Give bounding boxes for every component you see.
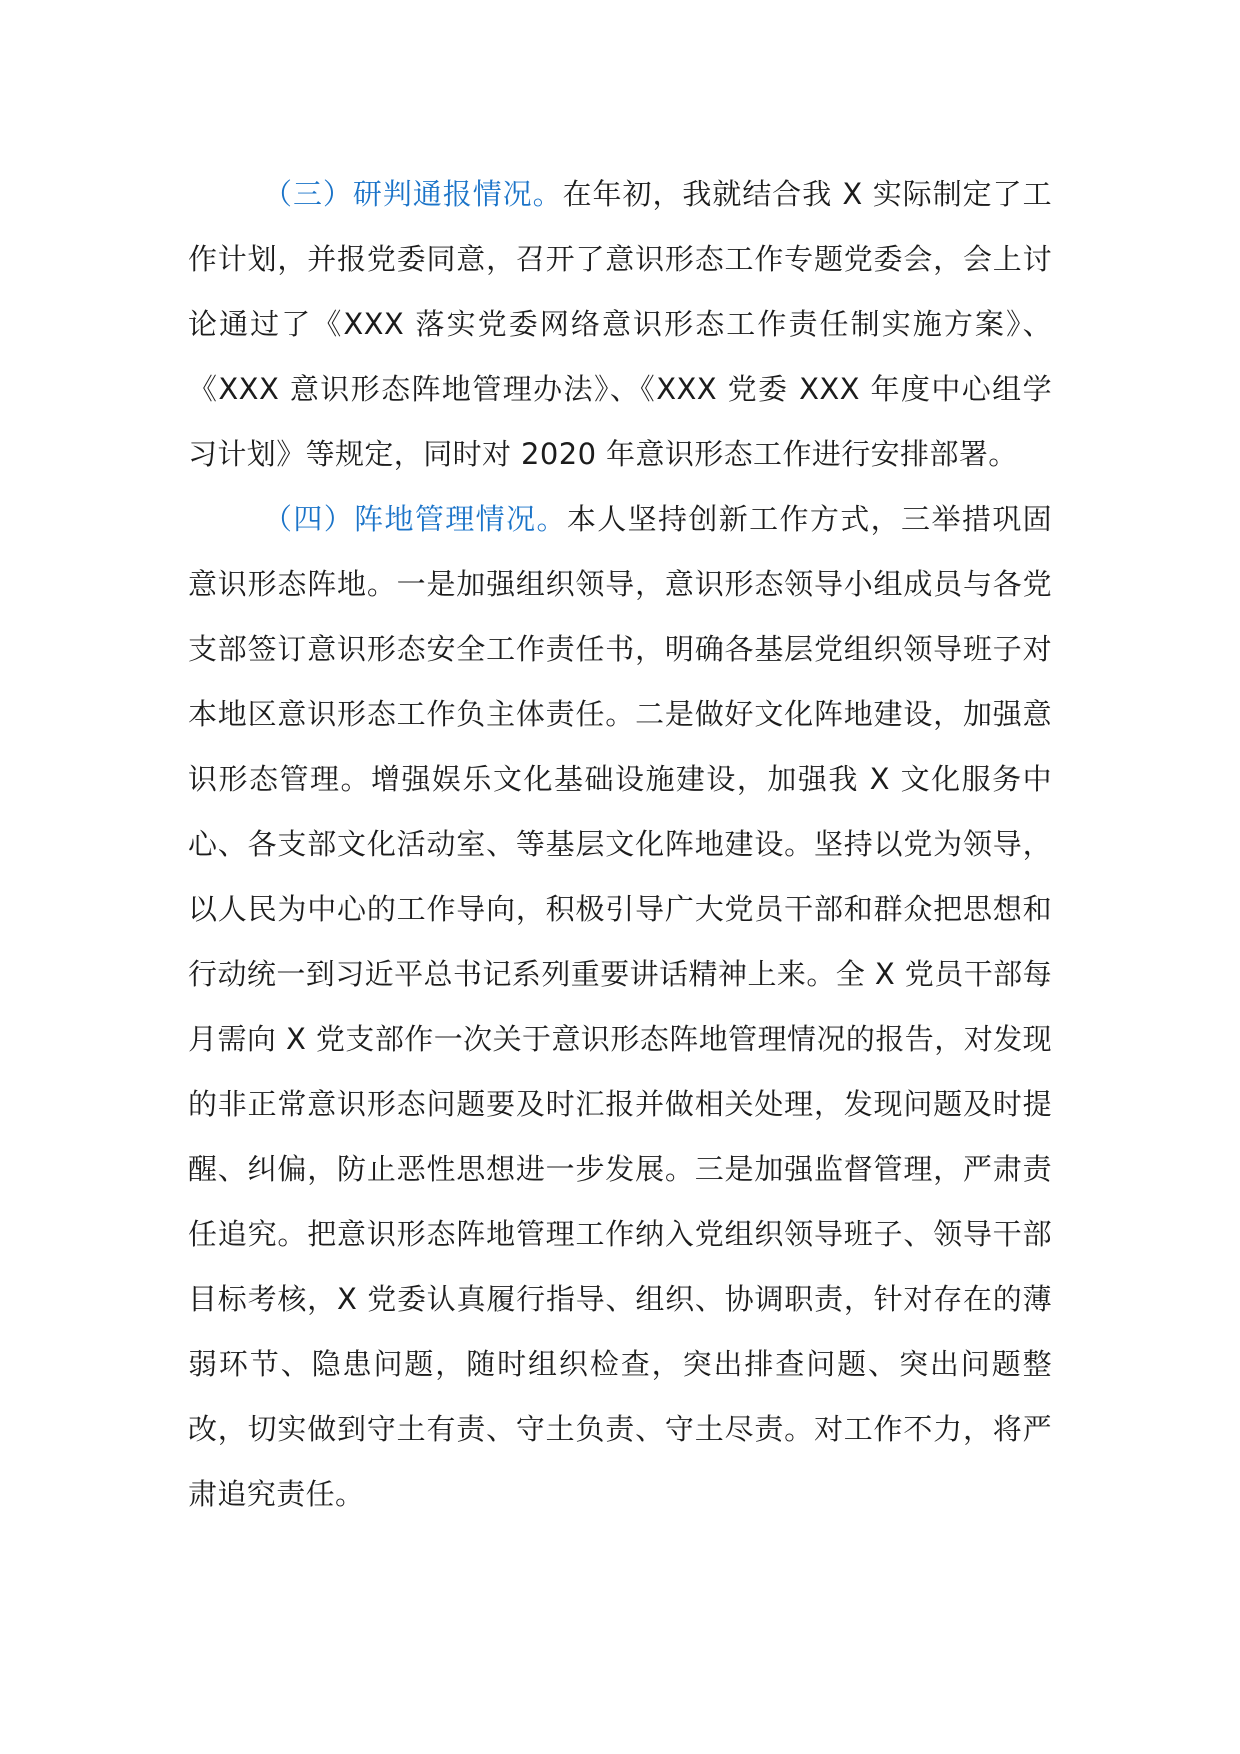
paragraph-research-report bbox=[188, 162, 1052, 487]
section-heading-research-report: （三）研判通报情况。 bbox=[263, 177, 563, 211]
paragraph-body-research-report: 在年初，我就结合我 X 实际制定了工作计划，并报党委同意，召开了意识形态工作专题党委会，会上讨论通过了《XXX 落实党委网络意识形态工作责任制实施方案》、《XXX 意识形态阵地管理办法》、《XXX 党委 XXX 年度中心组学习计划》等规定，同时对 2020 年意识形态工作进行安排部署。 bbox=[188, 177, 1052, 471]
paragraph-position-management bbox=[188, 487, 1052, 1527]
document-page bbox=[188, 162, 1052, 1527]
paragraph-body-position-management: 本人坚持创新工作方式，三举措巩固意识形态阵地。一是加强组织领导，意识形态领导小组成员与各党支部签订意识形态安全工作责任书，明确各基层党组织领导班子对本地区意识形态工作负主体责任。二是做好文化阵地建设，加强意识形态管理。增强娱乐文化基础设施建设，加强我 X 文化服务中心、各支部文化活动室、等基层文化阵地建设。坚持以党为领导，以人民为中心的工作导向，积极引导广大党员干部和群众把思想和行动统一到习近平总书记系列重要讲话精神上来。全 X 党员干部每月需向 X 党支部作一次关于意识形态阵地管理情况的报告，对发现的非正常意识形态问题要及时汇报并做相关处理，发现问题及时提醒、纠偏，防止恶性思想进一步发展。三是加强监督管理，严肃责任追究。把意识形态阵地管理工作纳入党组织领导班子、领导干部目标考核，X 党委认真履行指导、组织、协调职责，针对存在的薄弱环节、隐患问题，随时组织检查，突出排查问题、突出问题整改，切实做到守土有责、守土负责、守土尽责。对工作不力，将严肃追究责任。 bbox=[188, 502, 1052, 1511]
section-heading-position-management: （四）阵地管理情况。 bbox=[263, 502, 567, 536]
